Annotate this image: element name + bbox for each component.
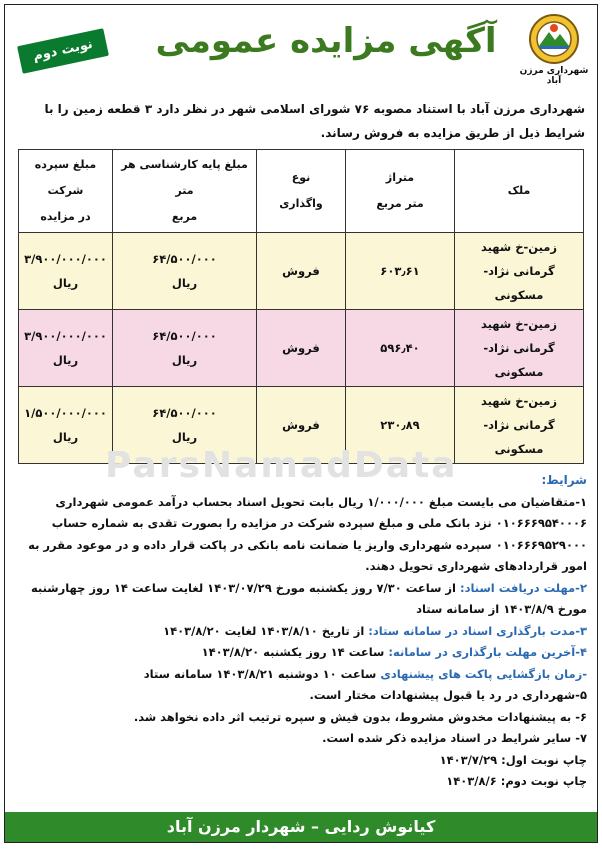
- header-type: نوع واگذاری: [257, 150, 346, 233]
- header-deposit: مبلغ سپرده شرکت در مزایده: [19, 150, 113, 233]
- conditions-heading: شرایط:: [541, 473, 587, 487]
- header-area: متراژ متر مربع: [346, 150, 455, 233]
- condition-2: ۲-مهلت دریافت اسناد: از ساعت ۷/۳۰ روز یکشنبه مورخ ۱۴۰۳/۰۷/۲۹ لغایت ساعت ۱۴ روز چهارشنبه مورخ ۱۴۰۳/۸/۹ از سامانه ستاد: [30, 580, 587, 616]
- print-date-second: چاپ نوبت دوم: ۱۴۰۳/۸/۶: [446, 774, 587, 788]
- header: [5, 5, 597, 93]
- header-property: ملک: [455, 150, 584, 233]
- condition-3: ۳-مدت بارگذاری اسناد در سامانه ستاد: از تاریخ ۱۴۰۳/۸/۱۰ لغایت ۱۴۰۳/۸/۲۰: [163, 623, 587, 638]
- cell-property: زمین-خ شهید گرمانی نژاد- مسکونی: [455, 233, 584, 310]
- condition-7: ۷- سایر شرایط در اسناد مزایده ذکر شده است.: [322, 731, 587, 745]
- condition-opening: -زمان بازگشایی پاکت های پیشنهادی ساعت ۱۰ دوشنبه ۱۴۰۳/۸/۲۱ سامانه ستاد: [143, 666, 587, 681]
- logo-caption: شهرداری مرزن آباد: [519, 66, 589, 86]
- cell-base-price: ۶۴/۵۰۰/۰۰۰ ریال: [113, 387, 257, 464]
- emblem-icon: [528, 13, 580, 65]
- table-row: [19, 387, 584, 464]
- cell-type: فروش: [257, 310, 346, 387]
- cell-type: فروش: [257, 387, 346, 464]
- condition-4: ۴-آخرین مهلت بارگذاری در سامانه: ساعت ۱۴ روز یکشنبه ۱۴۰۳/۸/۲۰: [201, 645, 587, 659]
- header-base-price: مبلغ پایه کارشناسی هر متر مربع: [113, 150, 257, 233]
- cell-area: ۲۳۰٫۸۹: [346, 387, 455, 464]
- page-title: آگهی مزایده عمومی: [155, 21, 497, 61]
- cell-property: زمین-خ شهید گرمانی نژاد- مسکونی: [455, 387, 584, 464]
- cell-property: زمین-خ شهید گرمانی نژاد- مسکونی: [455, 310, 584, 387]
- municipality-logo: [519, 13, 589, 89]
- cell-deposit: ۱/۵۰۰/۰۰۰/۰۰۰ ریال: [19, 387, 113, 464]
- cell-base-price: ۶۴/۵۰۰/۰۰۰ ریال: [113, 310, 257, 387]
- auction-table: [18, 149, 584, 464]
- conditions-section: [5, 464, 597, 793]
- mayor-signature-bar: کیانوش ردایی – شهردار مرزن آباد: [5, 812, 597, 842]
- condition-1: ۱-متقاضیان می بایست مبلغ ۱/۰۰۰/۰۰۰ ریال بابت تحویل اسناد بحساب درآمد عمومی شهرداری ۰۱۰۶۶۶۹۵۴۰۰۰۶ نزد بانک ملی و مبلغ سپرده شرکت در مزایده را بصورت تقدی به شماره حساب ۰۱۰۶۶۶۹۵۲۹۰۰۰ سپرده شهرداری واریز یا ضمانت نامه بانکی در پاکت قرار داده و در موعود مقرر به امور قراردادهای شهرداری تحویل دهند.: [28, 494, 587, 573]
- intro-text: شهرداری مرزن آباد با استناد مصوبه ۷۶ شورای اسلامی شهر در نظر دارد ۳ قطعه زمین را با شرایط ذیل از طریق مزایده به فروش رساند.: [44, 102, 585, 140]
- cell-area: ۵۹۶٫۴۰: [346, 310, 455, 387]
- cell-base-price: ۶۴/۵۰۰/۰۰۰ ریال: [113, 233, 257, 310]
- print-date-first: چاپ نوبت اول: ۱۴۰۳/۷/۲۹: [439, 752, 587, 767]
- auction-notice: [4, 4, 598, 843]
- round-badge: نوبت دوم: [17, 28, 109, 74]
- cell-deposit: ۳/۹۰۰/۰۰۰/۰۰۰ ریال: [19, 233, 113, 310]
- table-row: [19, 310, 584, 387]
- table-header-row: [19, 150, 584, 233]
- condition-6: ۶- به پیشنهادات مخدوش مشروط، بدون فیش و سپره ترتیب اثر داده نخواهد شد.: [133, 709, 587, 724]
- cell-type: فروش: [257, 233, 346, 310]
- cell-deposit: ۳/۹۰۰/۰۰۰/۰۰۰ ریال: [19, 310, 113, 387]
- cell-area: ۶۰۳٫۶۱: [346, 233, 455, 310]
- condition-5: ۵-شهرداری در رد یا قبول پیشنهادات مختار است.: [309, 688, 587, 702]
- watermark: ParsNamadData: [105, 445, 458, 486]
- table-row: [19, 233, 584, 310]
